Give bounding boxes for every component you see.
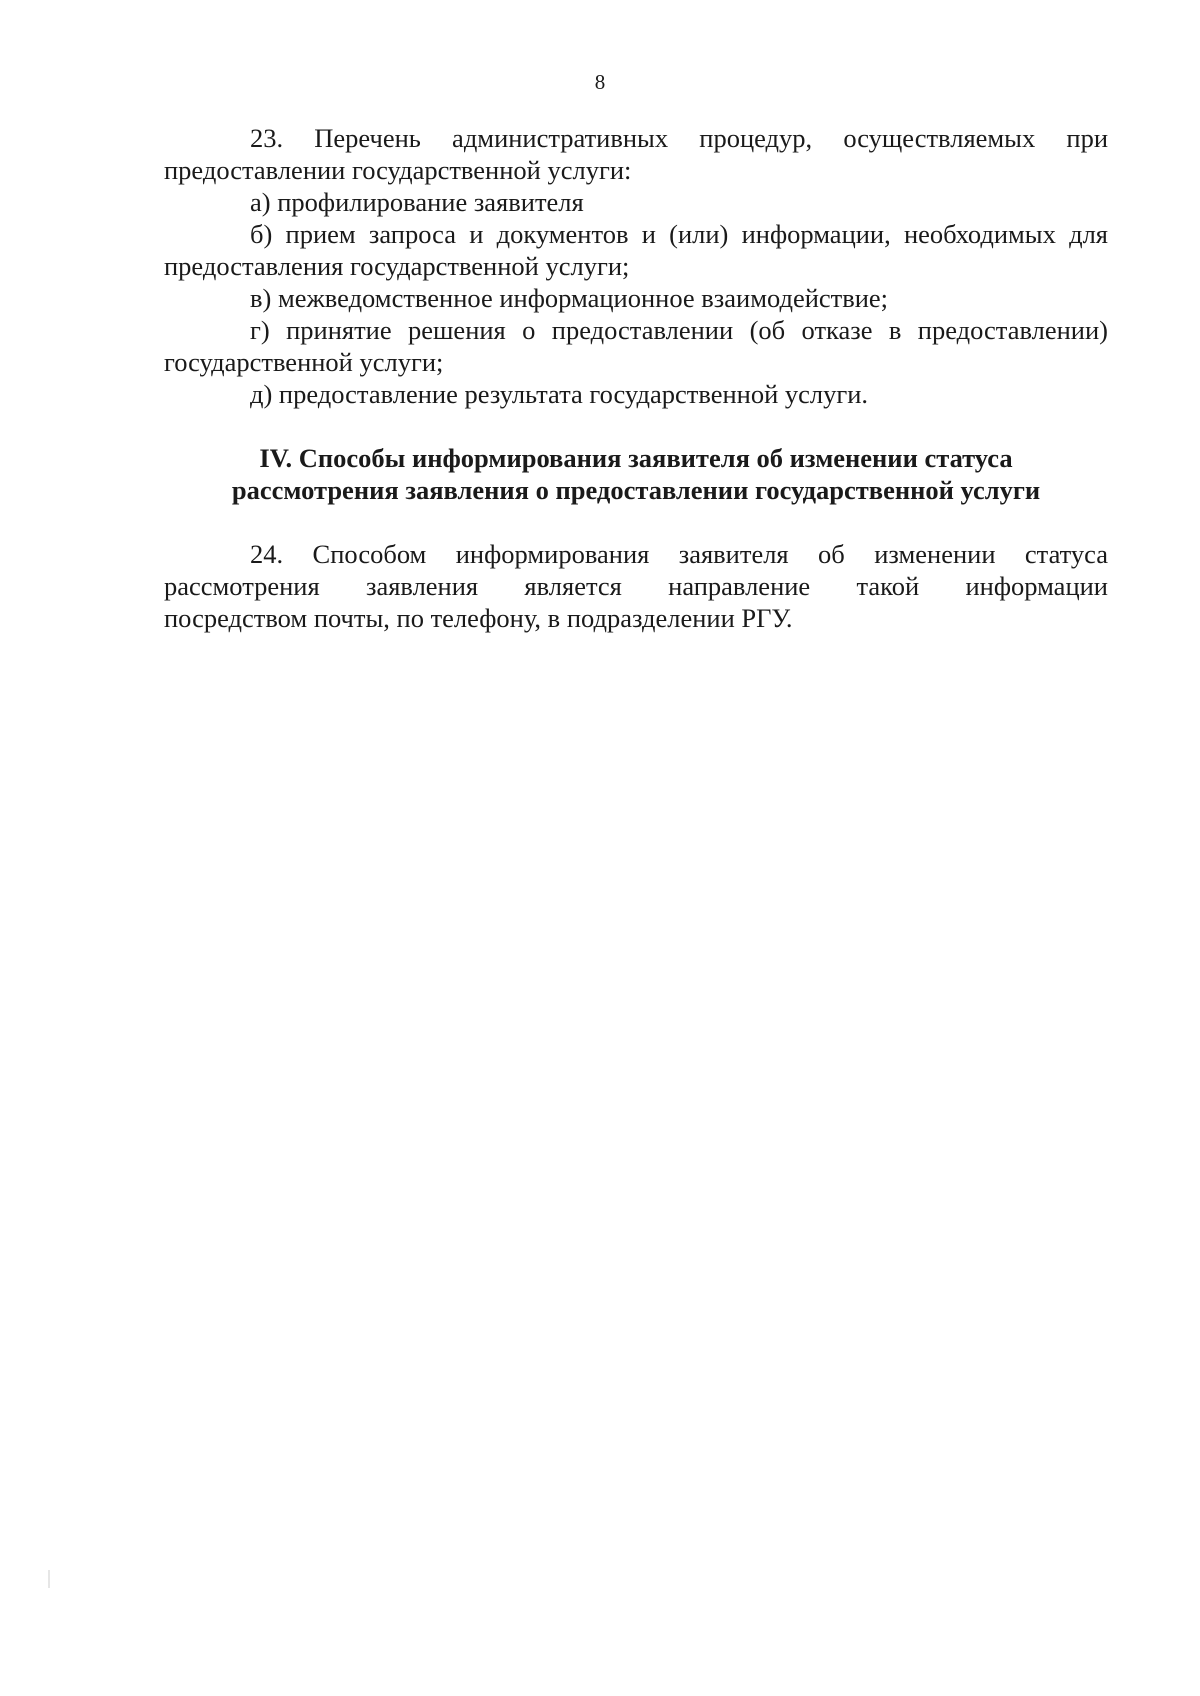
section-iv-heading-line2: рассмотрения заявления о предоставлении государственной услуги [231,475,1041,505]
item-23 [164,122,1108,410]
scan-artifact [48,1570,50,1588]
item-24-line1: 24. Способом информирования заявителя об изменении статуса [250,539,1108,569]
item-23-d: д) предоставление результата государственной услуги. [250,379,869,409]
item-24 [164,538,1108,634]
section-iv-heading-line1: IV. Способы информирования заявителя об изменении статуса [259,443,1013,473]
item-23-g-line1: г) принятие решения о предоставлении (об отказе в предоставлении) [250,315,1108,345]
item-23-v: в) межведомственное информационное взаимодействие; [250,283,889,313]
document-body [164,122,1108,634]
section-iv-heading [164,442,1108,506]
item-23-b-line1: б) прием запроса и документов и (или) информации, необходимых для [250,219,1108,249]
item-24-line3: посредством почты, по телефону, в подразделении РГУ. [164,603,793,633]
item-23-intro-line2: предоставлении государственной услуги: [164,155,632,185]
item-23-b-line2: предоставления государственной услуги; [164,251,630,281]
item-23-intro-line1: 23. Перечень административных процедур, осуществляемых при [250,123,1108,153]
page-number: 8 [594,70,606,94]
item-23-g-line2: государственной услуги; [164,347,444,377]
item-23-a: а) профилирование заявителя [250,187,584,217]
item-24-line2: рассмотрения заявления является направление такой информации [164,571,1108,601]
